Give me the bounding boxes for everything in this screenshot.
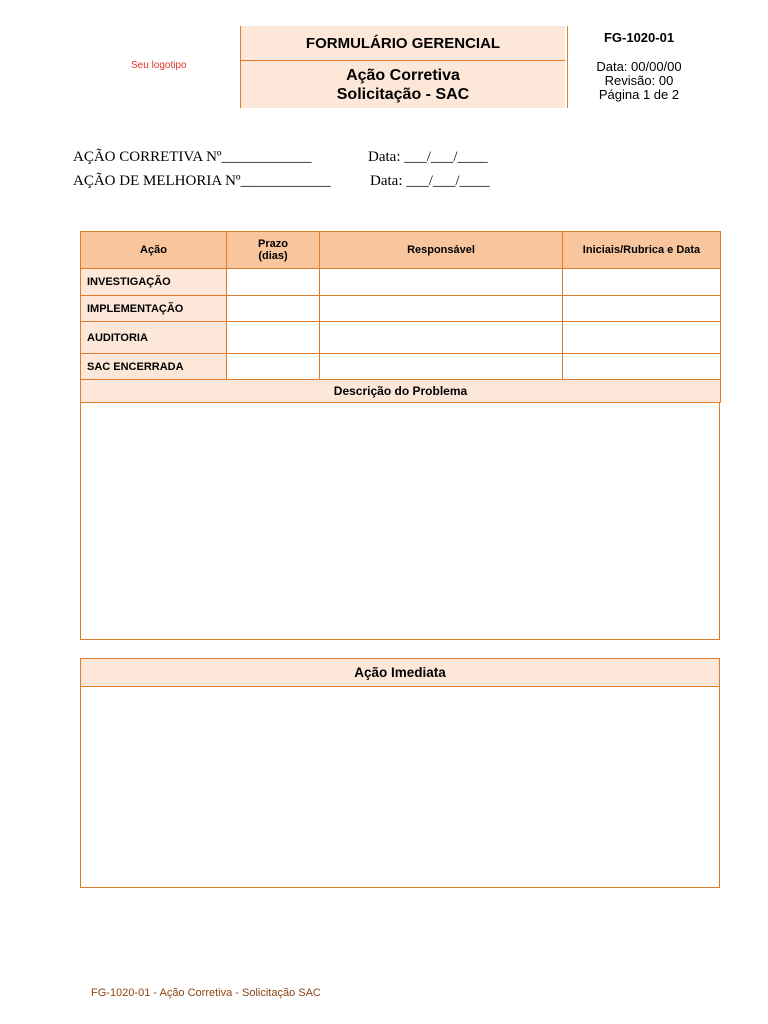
column-header-deadline bbox=[227, 232, 320, 269]
sac-closed-deadline-cell[interactable] bbox=[227, 354, 320, 380]
investigation-responsible-cell[interactable] bbox=[320, 269, 563, 296]
immediate-action-area[interactable] bbox=[81, 687, 719, 887]
deadline-label: Prazo bbox=[258, 238, 288, 250]
problem-description-area[interactable] bbox=[80, 402, 720, 640]
deadline-unit: (dias) bbox=[258, 250, 288, 262]
form-title: FORMULÁRIO GERENCIAL bbox=[241, 26, 565, 61]
investigation-initials-cell[interactable] bbox=[563, 269, 721, 296]
corrective-action-date-field[interactable]: Data: ___/___/____ bbox=[368, 149, 488, 165]
row-label-implementation: IMPLEMENTAÇÃO bbox=[81, 296, 227, 322]
action-table bbox=[80, 231, 721, 403]
column-header-responsible: Responsável bbox=[320, 232, 563, 269]
form-subtitle bbox=[241, 61, 565, 108]
implementation-deadline-cell[interactable] bbox=[227, 296, 320, 322]
subtitle-line-1: Ação Corretiva bbox=[346, 66, 460, 84]
audit-deadline-cell[interactable] bbox=[227, 322, 320, 354]
row-label-audit: AUDITORIA bbox=[81, 322, 227, 354]
corrective-action-number-line bbox=[73, 149, 488, 166]
improvement-action-date-field[interactable]: Data: ___/___/____ bbox=[370, 173, 490, 189]
document-revision: Revisão: 00 bbox=[604, 73, 674, 88]
subtitle-line-2: Solicitação - SAC bbox=[336, 85, 470, 103]
problem-description-header: Descrição do Problema bbox=[81, 380, 721, 403]
investigation-deadline-cell[interactable] bbox=[227, 269, 320, 296]
document-page: Página 1 de 2 bbox=[598, 87, 680, 102]
logo-placeholder: Seu logotipo bbox=[131, 60, 187, 71]
document-code: FG-1020-01 bbox=[603, 30, 675, 45]
immediate-action-section bbox=[80, 658, 720, 888]
document-date: Data: 00/00/00 bbox=[596, 59, 682, 74]
sac-closed-initials-cell[interactable] bbox=[563, 354, 721, 380]
sac-closed-responsible-cell[interactable] bbox=[320, 354, 563, 380]
row-label-investigation: INVESTIGAÇÃO bbox=[81, 269, 227, 296]
audit-initials-cell[interactable] bbox=[563, 322, 721, 354]
row-label-sac-closed: SAC ENCERRADA bbox=[81, 354, 227, 380]
improvement-action-number-field[interactable]: AÇÃO DE MELHORIA Nº____________ bbox=[73, 173, 331, 189]
audit-responsible-cell[interactable] bbox=[320, 322, 563, 354]
implementation-initials-cell[interactable] bbox=[563, 296, 721, 322]
corrective-action-number-field[interactable]: AÇÃO CORRETIVA Nº____________ bbox=[73, 149, 312, 165]
implementation-responsible-cell[interactable] bbox=[320, 296, 563, 322]
immediate-action-header: Ação Imediata bbox=[81, 659, 719, 687]
column-header-initials: Iniciais/Rubrica e Data bbox=[563, 232, 721, 269]
column-header-action: Ação bbox=[81, 232, 227, 269]
document-info bbox=[570, 31, 708, 102]
improvement-action-number-line bbox=[73, 173, 490, 190]
page-footer: FG-1020-01 - Ação Corretiva - Solicitação SAC bbox=[91, 987, 321, 999]
